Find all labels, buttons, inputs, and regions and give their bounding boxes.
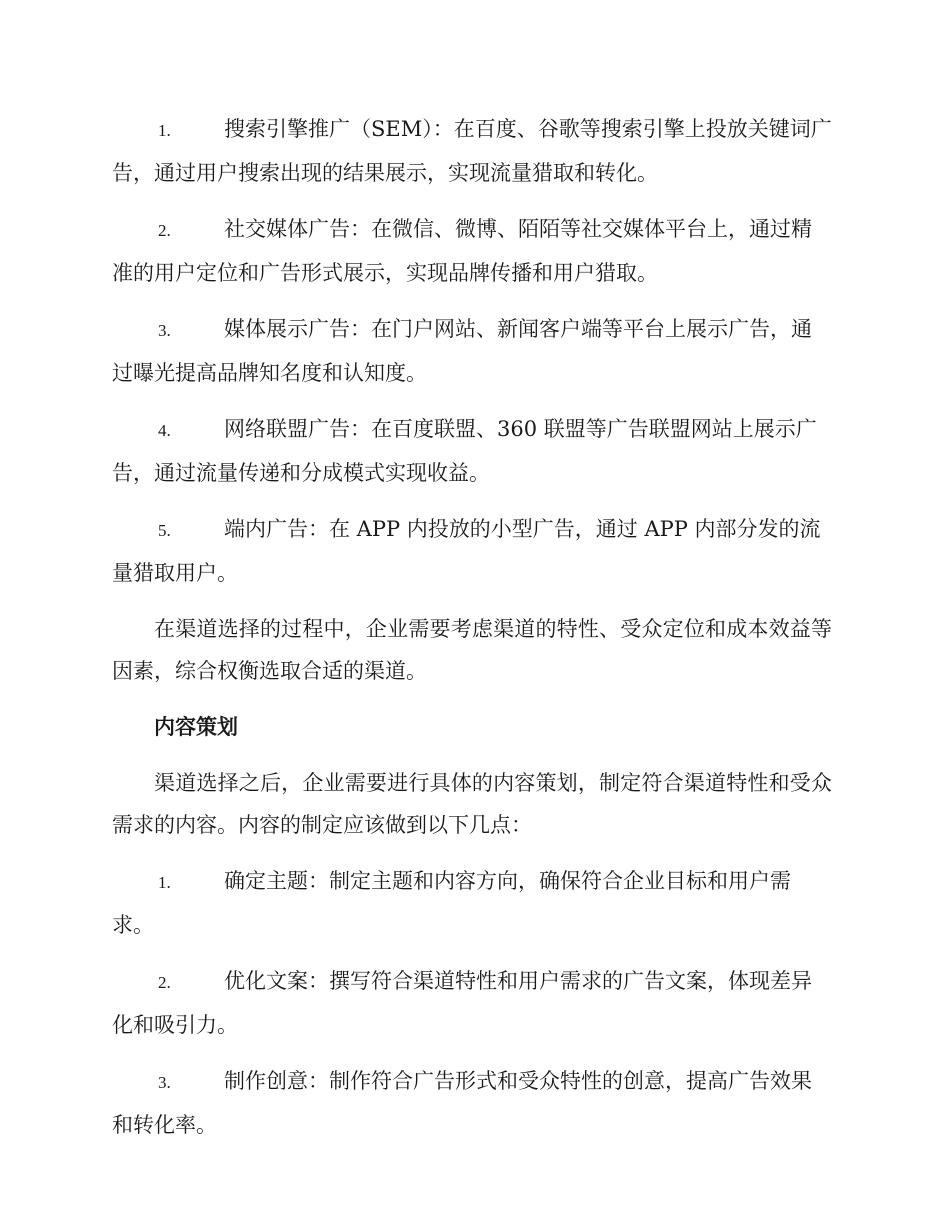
document-page — [112, 108, 832, 1160]
list-number: 1. — [158, 121, 171, 140]
list-item-text: 网络联盟广告：在百度联盟、360 联盟等广告联盟网站上展示广告，通过流量传递和分成模式实现收益。 — [112, 417, 817, 485]
list-item — [112, 860, 832, 946]
summary-paragraph: 在渠道选择的过程中，企业需要考虑渠道的特性、受众定位和成本效益等因素，综合权衡选取合适的渠道。 — [112, 617, 832, 683]
list-number: 5. — [158, 521, 171, 540]
list-number: 1. — [158, 873, 171, 892]
list-item — [112, 960, 832, 1046]
intro-paragraph: 渠道选择之后，企业需要进行具体的内容策划，制定符合渠道特性和受众需求的内容。内容的制定应该做到以下几点： — [112, 771, 832, 837]
list-number: 2. — [158, 221, 171, 240]
list-item-text: 制作创意：制作符合广告形式和受众特性的创意，提高广告效果和转化率。 — [112, 1069, 812, 1137]
list-number: 2. — [158, 973, 171, 992]
list-item — [112, 308, 832, 394]
list-item — [112, 108, 832, 194]
list-item — [112, 208, 832, 294]
list-item-text: 端内广告：在 APP 内投放的小型广告，通过 APP 内部分发的流量猎取用户。 — [112, 517, 821, 585]
list-number: 4. — [158, 421, 171, 440]
list-number: 3. — [158, 321, 171, 340]
list-item-text: 媒体展示广告：在门户网站、新闻客户端等平台上展示广告，通过曝光提高品牌知名度和认知度。 — [112, 317, 812, 385]
list-item — [112, 1060, 832, 1146]
list-number: 3. — [158, 1073, 171, 1092]
list-item-text: 搜索引擎推广（SEM）：在百度、谷歌等搜索引擎上投放关键词广告，通过用户搜索出现的结果展示，实现流量猎取和转化。 — [112, 117, 832, 185]
list-item-text: 优化文案：撰写符合渠道特性和用户需求的广告文案，体现差异化和吸引力。 — [112, 969, 812, 1037]
list-item — [112, 408, 832, 494]
section-heading: 内容策划 — [154, 714, 238, 739]
list-item — [112, 508, 832, 594]
list-item-text: 确定主题：制定主题和内容方向，确保符合企业目标和用户需求。 — [112, 869, 791, 937]
list-item-text: 社交媒体广告：在微信、微博、陌陌等社交媒体平台上，通过精准的用户定位和广告形式展示，实现品牌传播和用户猎取。 — [112, 217, 812, 285]
